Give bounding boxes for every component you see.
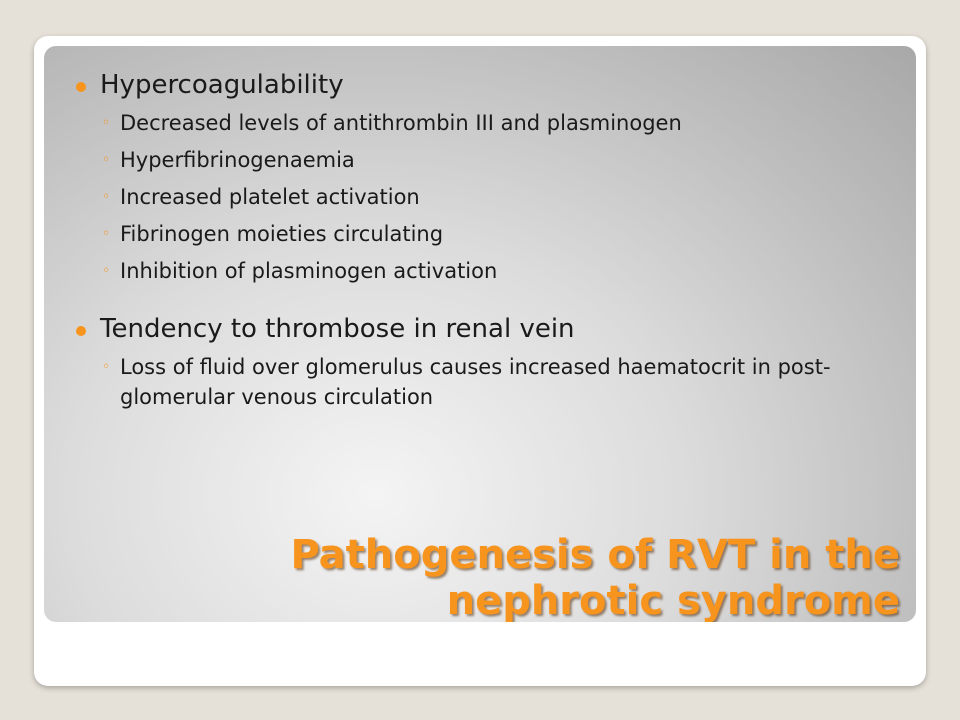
sub-bullet-item <box>100 219 874 249</box>
ring-bullet-icon: ◦ <box>102 359 111 375</box>
ring-bullet-icon: ◦ <box>102 189 111 205</box>
slide-title: Pathogenesis of RVT in the nephrotic syndrome <box>290 532 900 622</box>
bullet-group-renal-vein <box>74 312 874 412</box>
sub-bullet-text: Fibrinogen moieties circulating <box>120 222 444 246</box>
sub-bullet-text: Loss of fluid over glomerulus causes increased haematocrit in post-glomerular venous circulation <box>120 355 831 409</box>
bullet-group-hypercoagulability <box>74 68 874 286</box>
slide-content-panel <box>44 46 916 622</box>
sub-bullet-item <box>100 108 874 138</box>
sub-bullet-list <box>100 108 874 286</box>
sub-bullet-text: Increased platelet activation <box>120 185 420 209</box>
sub-bullet-list <box>100 352 874 412</box>
ring-bullet-icon: ◦ <box>102 115 111 131</box>
orange-dot-bullet-icon <box>76 326 86 336</box>
sub-bullet-item <box>100 256 874 286</box>
sub-bullet-text: Hyperfibrinogenaemia <box>120 148 355 172</box>
bullet-text: Hypercoagulability <box>100 70 344 100</box>
sub-bullet-item <box>100 145 874 175</box>
bullet-item <box>74 312 874 346</box>
bullet-text: Tendency to thrombose in renal vein <box>100 314 575 344</box>
bullet-item <box>74 68 874 102</box>
ring-bullet-icon: ◦ <box>102 226 111 242</box>
ring-bullet-icon: ◦ <box>102 263 111 279</box>
sub-bullet-text: Inhibition of plasminogen activation <box>120 259 498 283</box>
sub-bullet-text: Decreased levels of antithrombin III and plasminogen <box>120 111 682 135</box>
sub-bullet-item <box>100 182 874 212</box>
slide-frame <box>34 36 926 686</box>
ring-bullet-icon: ◦ <box>102 152 111 168</box>
bullet-list <box>74 68 874 419</box>
sub-bullet-item <box>100 352 874 412</box>
orange-dot-bullet-icon <box>76 82 86 92</box>
